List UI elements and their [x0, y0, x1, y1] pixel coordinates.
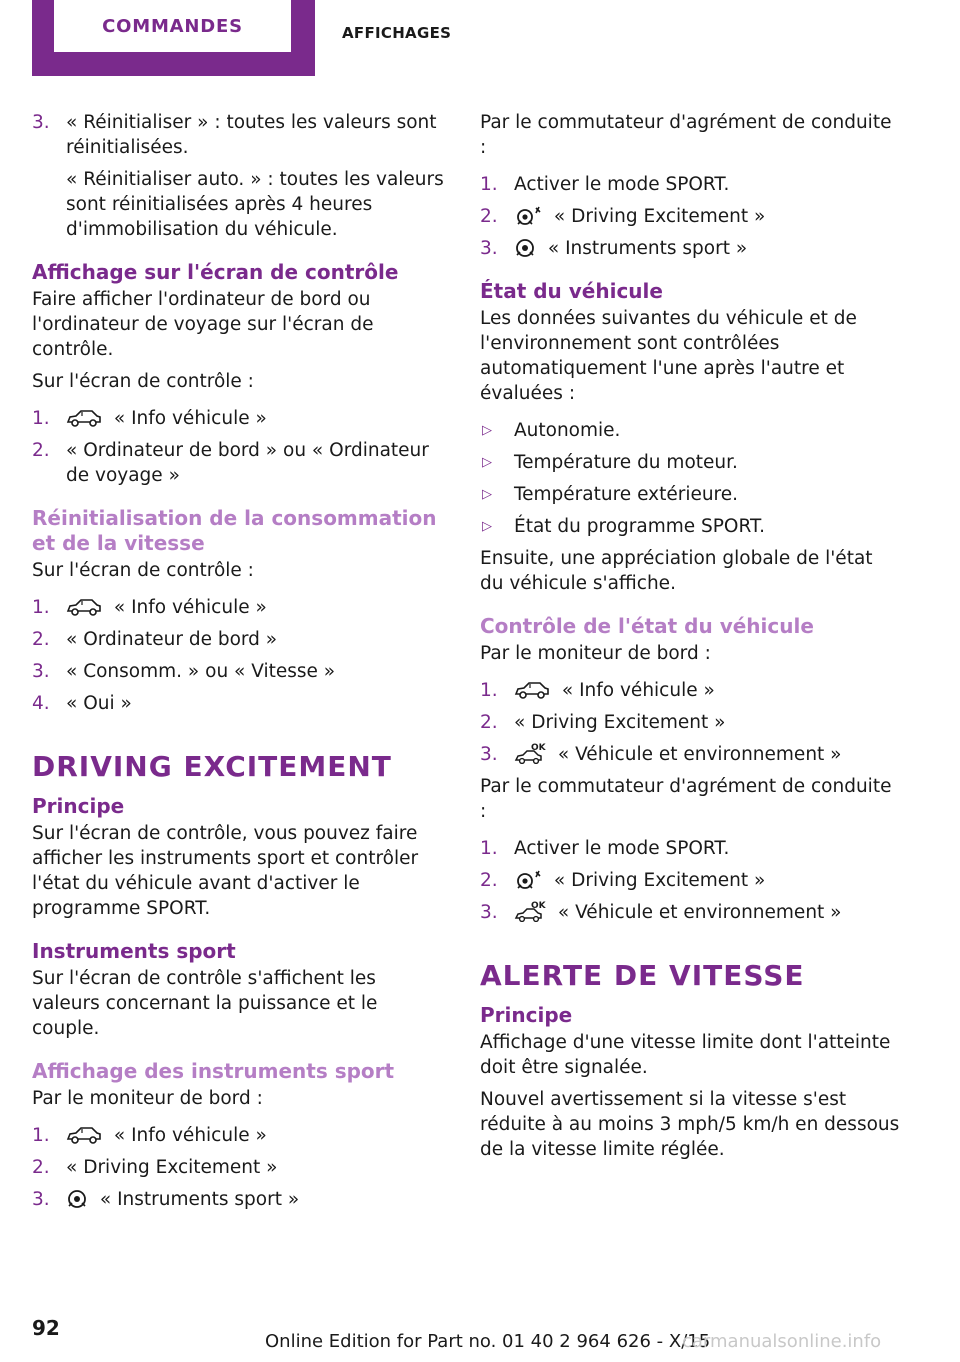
paragraph: Nouvel avertissement si la vitesse s'est réduite à au moins 3 mph/5 km/h en dessous de la vitesse limite réglée.: [480, 1089, 900, 1160]
list-item: [480, 172, 900, 197]
list-item: [32, 406, 448, 431]
driving-excitement-icon: [514, 206, 542, 226]
right-column: [480, 110, 900, 1169]
heading-reinitialisation: Réinitialisation de la consommation et de la vitesse: [32, 506, 437, 555]
list-text: « Driving Excitement »: [514, 712, 726, 733]
list-text: « Driving Excitement »: [553, 870, 766, 891]
list-item: [480, 868, 900, 893]
list-text: « Véhicule et environnement »: [557, 902, 842, 923]
list-text: « Info véhicule »: [113, 1125, 267, 1146]
paragraph: Les données suivantes du véhicule et de l'environnement sont contrôlées automatiquement l'une après l'autre et évaluées :: [480, 308, 857, 404]
list-number: 3.: [32, 661, 50, 682]
list-text: « Ordinateur de bord » ou « Ordinateur de voyage »: [66, 440, 429, 486]
heading-affichage-instruments: Affichage des instruments sport: [32, 1059, 395, 1083]
list-text: « Instruments sport »: [99, 1189, 300, 1210]
list-text: « Réinitialiser » : toutes les valeurs sont réinitialisées.: [66, 112, 437, 158]
vehicle-ok-icon: [514, 742, 546, 764]
left-column: [32, 110, 448, 1219]
list-item: [480, 204, 900, 229]
list-number: 1.: [32, 1125, 50, 1146]
bullet-item: [480, 482, 900, 507]
heading-alerte-vitesse: ALERTE DE VITESSE: [480, 959, 805, 992]
list-number: 3.: [32, 1189, 50, 1210]
list-item: [32, 691, 448, 716]
list-number: 2.: [480, 712, 498, 733]
list-item: [32, 1155, 448, 1180]
list-number: 1.: [32, 408, 50, 429]
paragraph: Par le commutateur d'agrément de conduite :: [480, 776, 892, 822]
list-item: [480, 900, 900, 925]
bullet-item: [480, 514, 900, 539]
list-item: [32, 1187, 448, 1212]
heading-affichage: Affichage sur l'écran de contrôle: [32, 260, 399, 284]
list-item: [32, 110, 448, 160]
watermark: carmanualsonline.info: [682, 1331, 882, 1352]
list-text: « Info véhicule »: [561, 680, 715, 701]
edition-footer: Online Edition for Part no. 01 40 2 964 626 - X/15: [265, 1331, 711, 1352]
list-text: « Oui »: [66, 693, 132, 714]
list-item: [480, 836, 900, 861]
bullet-arrow-icon: ▷: [482, 423, 492, 438]
list-text: « Info véhicule »: [113, 597, 267, 618]
list-item: [32, 659, 448, 684]
list-number: 2.: [480, 206, 498, 227]
list-number: 4.: [32, 693, 50, 714]
list-text: « Driving Excitement »: [66, 1157, 278, 1178]
bullet-item: [480, 418, 900, 443]
paragraph: Affichage d'une vitesse limite dont l'atteinte doit être signalée.: [480, 1032, 891, 1078]
list-item: [32, 438, 448, 488]
paragraph: Sur l'écran de contrôle :: [32, 560, 254, 581]
driving-excitement-icon: [514, 870, 542, 890]
paragraph: Sur l'écran de contrôle s'affichent les valeurs concernant la puissance et le couple.: [32, 968, 378, 1039]
bullet-text: Température extérieure.: [514, 484, 739, 505]
list-number: 3.: [32, 112, 50, 133]
paragraph: Par le moniteur de bord :: [480, 643, 711, 664]
list-text: « Consomm. » ou « Vitesse »: [66, 661, 336, 682]
list-subtext: « Réinitialiser auto. » : toutes les valeurs sont réinitialisées après 4 heures d'immobilisation du véhicule.: [66, 169, 444, 240]
ok-label: OK: [531, 743, 546, 753]
list-number: 3.: [480, 238, 498, 259]
car-icon: [66, 408, 102, 428]
ok-label: OK: [531, 901, 546, 911]
list-number: 2.: [32, 440, 50, 461]
vehicle-ok-icon: [514, 900, 546, 922]
list-number: 1.: [480, 838, 498, 859]
instruments-icon: [66, 1189, 88, 1209]
list-item: [480, 710, 900, 735]
heading-principe: Principe: [32, 794, 125, 818]
paragraph: Sur l'écran de contrôle, vous pouvez faire afficher les instruments sport et contrôler l'état du véhicule avant d'activer le programme SPORT.: [32, 823, 419, 919]
list-number: 1.: [480, 174, 498, 195]
list-number: 1.: [480, 680, 498, 701]
list-number: 3.: [480, 744, 498, 765]
paragraph: Sur l'écran de contrôle :: [32, 371, 254, 392]
bullet-item: [480, 450, 900, 475]
instruments-icon: [514, 238, 536, 258]
tab-affichages[interactable]: AFFICHAGES: [342, 24, 452, 42]
list-number: 2.: [480, 870, 498, 891]
bullet-arrow-icon: ▷: [482, 487, 492, 502]
list-text: Activer le mode SPORT.: [514, 174, 730, 195]
list-item: [32, 1123, 448, 1148]
list-number: 3.: [480, 902, 498, 923]
paragraph: Faire afficher l'ordinateur de bord ou l'ordinateur de voyage sur l'écran de contrôle.: [32, 289, 374, 360]
bullet-text: Température du moteur.: [514, 452, 738, 473]
bullet-arrow-icon: ▷: [482, 455, 492, 470]
paragraph: Ensuite, une appréciation globale de l'état du véhicule s'affiche.: [480, 548, 873, 594]
list-text: « Info véhicule »: [113, 408, 267, 429]
heading-principe: Principe: [480, 1003, 573, 1027]
list-number: 2.: [32, 629, 50, 650]
list-item: [480, 236, 900, 261]
heading-instruments-sport: Instruments sport: [32, 939, 236, 963]
heading-driving-excitement: DRIVING EXCITEMENT: [32, 750, 392, 783]
bullet-arrow-icon: ▷: [482, 519, 492, 534]
list-number: 1.: [32, 597, 50, 618]
list-text: « Ordinateur de bord »: [66, 629, 278, 650]
tab-commandes[interactable]: COMMANDES: [54, 0, 291, 52]
page-number: 92: [32, 1316, 60, 1340]
list-text: « Instruments sport »: [547, 238, 748, 259]
bullet-text: État du programme SPORT.: [514, 516, 765, 537]
list-number: 2.: [32, 1157, 50, 1178]
heading-etat-vehicule: État du véhicule: [480, 279, 663, 303]
bullet-text: Autonomie.: [514, 420, 621, 441]
list-text: « Véhicule et environnement »: [557, 744, 842, 765]
paragraph: Par le moniteur de bord :: [32, 1088, 263, 1109]
list-item: [480, 742, 900, 767]
list-text: Activer le mode SPORT.: [514, 838, 730, 859]
car-icon: [66, 597, 102, 617]
car-icon: [514, 680, 550, 700]
list-item: [32, 595, 448, 620]
list-text: « Driving Excitement »: [553, 206, 766, 227]
car-icon: [66, 1125, 102, 1145]
list-item: [32, 627, 448, 652]
heading-controle-etat: Contrôle de l'état du véhicule: [480, 614, 814, 638]
list-item: [480, 678, 900, 703]
paragraph: Par le commutateur d'agrément de conduite :: [480, 112, 892, 158]
